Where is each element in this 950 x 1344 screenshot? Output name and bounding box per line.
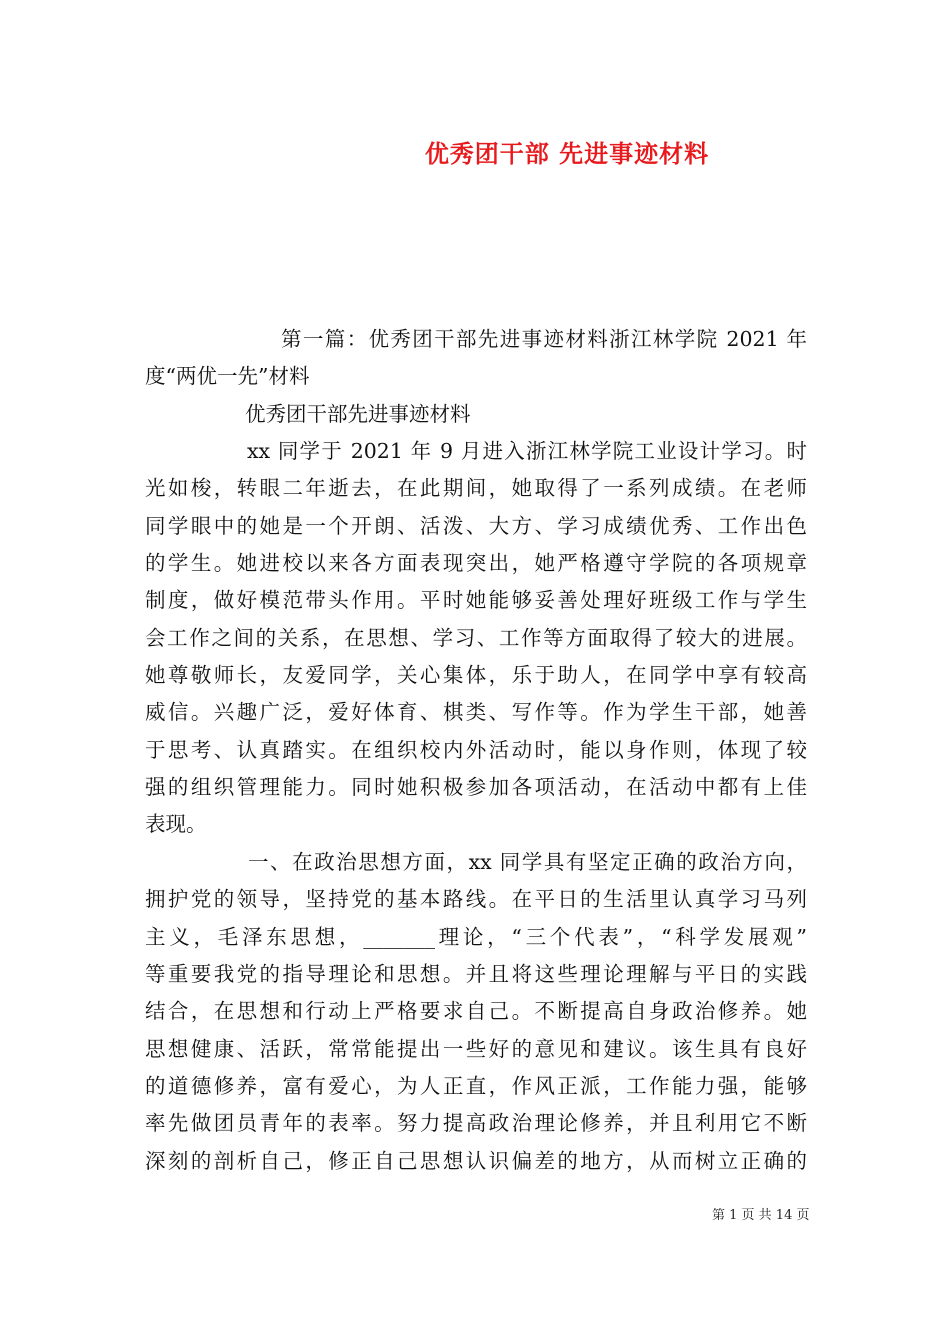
text-line: 思想健康、活跃，常常能提出一些好的意见和建议。该生具有良好 — [145, 1036, 807, 1061]
text-line: 光如梭，转眼二年逝去，在此期间，她取得了一系列成绩。在老师 — [145, 476, 807, 501]
text-line: 的学生。她进校以来各方面表现突出，她严格遵守学院的各项规章 — [145, 551, 807, 576]
text-line: 的道德修养，富有爱心，为人正直，作风正派，工作能力强，能够 — [145, 1073, 807, 1098]
page-number-footer: 第 1 页 共 14 页 — [712, 1208, 810, 1223]
document-title: 优秀团干部 先进事迹材料 — [424, 140, 710, 168]
text-line: 等重要我党的指导理论和思想。并且将这些理论理解与平日的实践 — [145, 961, 807, 986]
text-line: 第一篇：优秀团干部先进事迹材料浙江林学院 2021 年 — [281, 327, 807, 351]
document-body — [145, 321, 807, 1180]
text-line: 强的组织管理能力。同时她积极参加各项活动，在活动中都有上佳 — [145, 775, 807, 800]
text-line: 拥护党的领导，坚持党的基本路线。在平日的生活里认真学习马列 — [145, 887, 807, 912]
text-line: xx 同学于 2021 年 9 月进入浙江林学院工业设计学习。时 — [247, 439, 807, 464]
text-line: 一、在政治思想方面，xx 同学具有坚定正确的政治方向， — [248, 849, 807, 874]
text-line: 制度，做好模范带头作用。平时她能够妥善处理好班级工作与学生 — [145, 588, 807, 613]
text-line: 度“两优一先”材料 — [145, 364, 310, 389]
text-line: 结合，在思想和行动上严格要求自己。不断提高自身政治修养。她 — [145, 999, 807, 1024]
text-line: 主义，毛泽东思想，_______理论，“三个代表”，“科学发展观” — [145, 924, 807, 949]
text-line: 于思考、认真踏实。在组织校内外活动时，能以身作则，体现了较 — [145, 737, 807, 762]
text-line: 同学眼中的她是一个开朗、活泼、大方、学习成绩优秀、工作出色 — [145, 513, 807, 538]
text-line: 表现。 — [145, 812, 207, 837]
text-line: 她尊敬师长，友爱同学，关心集体，乐于助人，在同学中享有较高 — [145, 663, 807, 688]
text-line: 威信。兴趣广泛，爱好体育、棋类、写作等。作为学生干部，她善 — [145, 700, 807, 725]
text-line: 率先做团员青年的表率。努力提高政治理论修养，并且利用它不断 — [145, 1111, 807, 1136]
text-line: 优秀团干部先进事迹材料 — [245, 401, 471, 426]
text-line: 会工作之间的关系，在思想、学习、工作等方面取得了较大的进展。 — [145, 625, 807, 650]
text-line: 深刻的剖析自己，修正自己思想认识偏差的地方，从而树立正确的 — [145, 1148, 807, 1173]
